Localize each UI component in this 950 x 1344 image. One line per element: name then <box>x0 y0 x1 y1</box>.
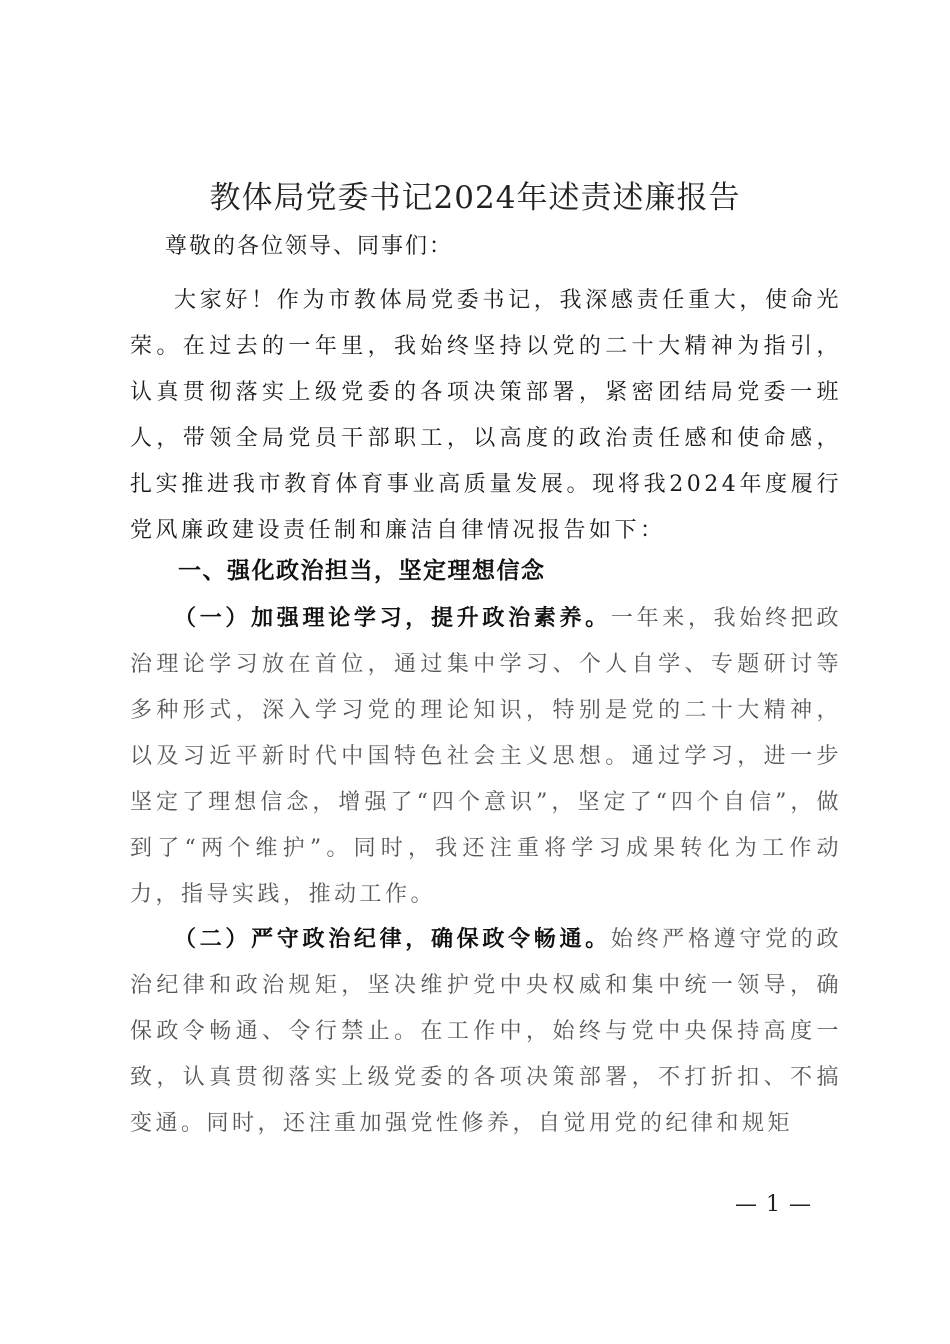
paragraph-2-text: 始终严格遵守党的政治纪律和政治规矩，坚决维护党中央权威和集中统一领导，确保政令畅通、令行禁止。在工作中，始终与党中央保持高度一致，认真贯彻落实上级党委的各项决策部署，不打折扣、不搞变通。同时，还注重加强党性修养，自觉用党的纪律和规矩 <box>130 927 842 1136</box>
document-title: 教体局党委书记2024年述责述廉报告 <box>209 180 741 216</box>
page-number: — 1 — <box>735 1192 812 1217</box>
intro-paragraph: 大家好！作为市教体局党委书记，我深感责任重大，使命光荣。在过去的一年里，我始终坚持以党的二十大精神为指引，认真贯彻落实上级党委的各项决策部署，紧密团结局党委一班人，带领全局党员干部职工，以高度的政治责任感和使命感，扎实推进我市教育体育事业高质量发展。现将我2024年度履行党风廉政建设责任制和廉洁自律情况报告如下： <box>130 288 842 543</box>
paragraph-2 <box>130 916 842 1147</box>
paragraph-2-lead: （二）严守政治纪律，确保政令畅通。 <box>174 926 611 952</box>
paragraph-1-lead: （一）加强理论学习，提升政治素养。 <box>174 605 611 631</box>
salutation: 尊敬的各位领导、同事们： <box>165 234 454 259</box>
paragraph-1 <box>130 595 842 918</box>
section-heading-1: 一、强化政治担当，坚定理想信念 <box>178 558 546 584</box>
paragraph-1-text: 一年来，我始终把政治理论学习放在首位，通过集中学习、个人自学、专题研讨等多种形式，深入学习党的理论知识，特别是党的二十大精神，以及习近平新时代中国特色社会主义思想。通过学习，进一步坚定了理想信念，增强了“四个意识”，坚定了“四个自信”，做到了“两个维护”。同时，我还注重将学习成果转化为工作动力，指导实践，推动工作。 <box>130 606 842 907</box>
